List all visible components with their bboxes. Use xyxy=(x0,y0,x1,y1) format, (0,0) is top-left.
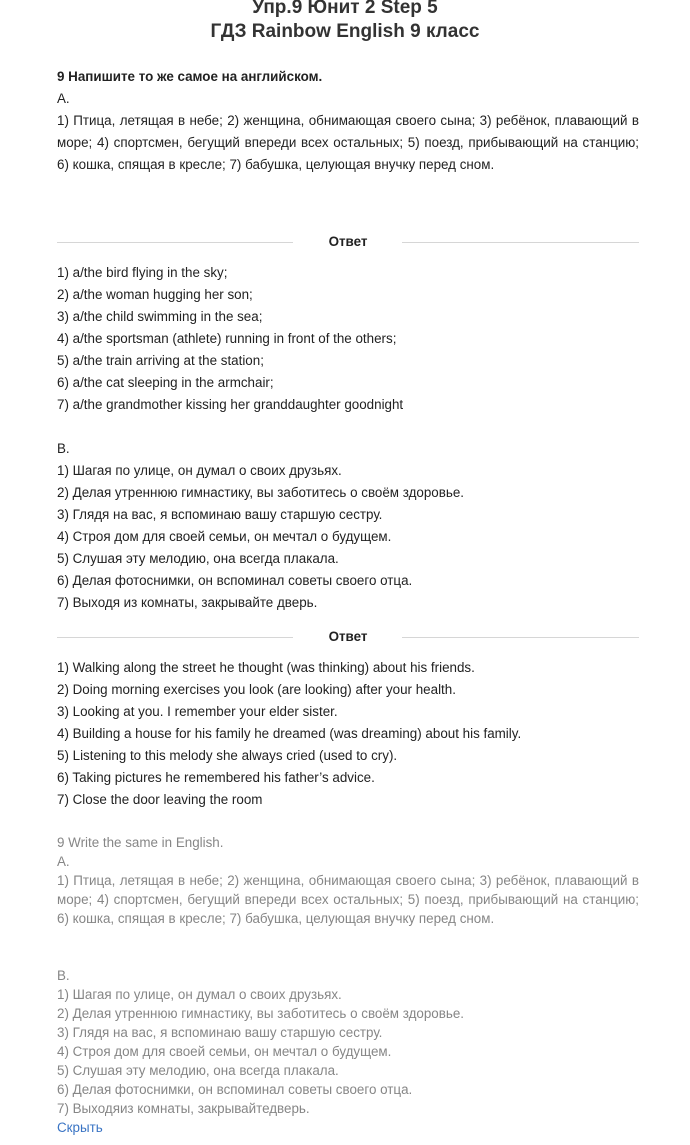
part-b-list xyxy=(57,438,639,614)
list-item: 4) Строя дом для своей семьи, он мечтал о будущем. xyxy=(57,529,392,544)
translation-part-a-text: 1) Птица, летящая в небе; 2) женщина, обнимающая своего сына; 3) ребёнок, плавающий в море; 4) спортсмен, бегущий впереди всех остальных; 5) поезд, прибывающий на станцию; 6) кошка, спящая в кресле; 7) бабушка, целующая внучку перед сном. xyxy=(57,873,639,926)
part-b-label: B. xyxy=(57,441,70,456)
list-item: 5) a/the train arriving at the station; xyxy=(57,353,264,368)
list-item: 1) Шагая по улице, он думал о своих друзьях. xyxy=(57,463,342,478)
answer-label: Ответ xyxy=(328,234,368,249)
list-item: 3) Глядя на вас, я вспоминаю вашу старшую сестру. xyxy=(57,1025,383,1040)
list-item: 6) Делая фотоснимки, он вспоминал советы своего отца. xyxy=(57,573,413,588)
list-item: 3) Looking at you. I remember your elder sister. xyxy=(57,704,338,719)
translation-heading: 9 Write the same in English. xyxy=(57,835,224,850)
list-item: 1) a/the bird flying in the sky; xyxy=(57,265,228,280)
list-item: 3) a/the child swimming in the sea; xyxy=(57,309,263,324)
list-item: 1) Шагая по улице, он думал о своих друзьях. xyxy=(57,987,342,1002)
task-heading: 9 Напишите то же самое на английском. xyxy=(57,69,323,84)
divider-line-right xyxy=(402,242,639,243)
translation-part-b-list xyxy=(57,966,639,1118)
list-item: 5) Listening to this melody she always cried (used to cry). xyxy=(57,748,398,763)
list-item: 4) a/the sportsman (athlete) running in front of the others; xyxy=(57,331,397,346)
list-item: 2) a/the woman hugging her son; xyxy=(57,287,253,302)
list-item: 6) Делая фотоснимки, он вспоминал советы своего отца. xyxy=(57,1082,413,1097)
list-item: 2) Делая утреннюю гимнастику, вы заботитесь о своём здоровье. xyxy=(57,485,464,500)
divider-line-right xyxy=(402,637,639,638)
answer-divider-1 xyxy=(57,232,639,252)
part-a-text: 1) Птица, летящая в небе; 2) женщина, обнимающая своего сына; 3) ребёнок, плавающий в море; 4) спортсмен, бегущий впереди всех остальных; 5) поезд, прибывающий на станцию; 6) кошка, спящая в кресле; 7) бабушка, целующая внучку перед сном. xyxy=(57,113,639,172)
list-item: 5) Слушая эту мелодию, она всегда плакала. xyxy=(57,551,339,566)
task-statement xyxy=(57,66,639,176)
translation-part-b-label: B. xyxy=(57,968,70,983)
page-title: Упр.9 Юнит 2 Step 5 xyxy=(252,0,438,18)
translation-part-a-label: A. xyxy=(57,854,70,869)
answer-divider-2 xyxy=(57,627,639,647)
part-a-label: A. xyxy=(57,91,70,106)
answers-a-list xyxy=(57,262,639,416)
list-item: 1) Walking along the street he thought (was thinking) about his friends. xyxy=(57,660,475,675)
page-subtitle: ГДЗ Rainbow English 9 класс xyxy=(210,21,480,42)
answer-label: Ответ xyxy=(328,629,368,644)
list-item: 5) Слушая эту мелодию, она всегда плакала. xyxy=(57,1063,339,1078)
list-item: 6) Taking pictures he remembered his father’s advice. xyxy=(57,770,375,785)
list-item: 3) Глядя на вас, я вспоминаю вашу старшую сестру. xyxy=(57,507,383,522)
list-item: 7) a/the grandmother kissing her granddaughter goodnight xyxy=(57,397,404,412)
list-item: 7) Close the door leaving the room xyxy=(57,792,263,807)
list-item: 4) Строя дом для своей семьи, он мечтал о будущем. xyxy=(57,1044,392,1059)
list-item: 4) Building a house for his family he dreamed (was dreaming) about his family. xyxy=(57,726,522,741)
translation-block xyxy=(57,833,639,928)
answers-b-list xyxy=(57,657,639,811)
list-item: 7) Выходя из комнаты, закрывайте дверь. xyxy=(57,595,318,610)
list-item: 7) Выходяиз комнаты, закрывайтедверь. xyxy=(57,1101,310,1116)
list-item: 2) Делая утреннюю гимнастику, вы заботитесь о своём здоровье. xyxy=(57,1006,464,1021)
list-item: 2) Doing morning exercises you look (are looking) after your health. xyxy=(57,682,456,697)
hide-link[interactable]: Скрыть xyxy=(57,1120,103,1135)
list-item: 6) a/the cat sleeping in the armchair; xyxy=(57,375,274,390)
